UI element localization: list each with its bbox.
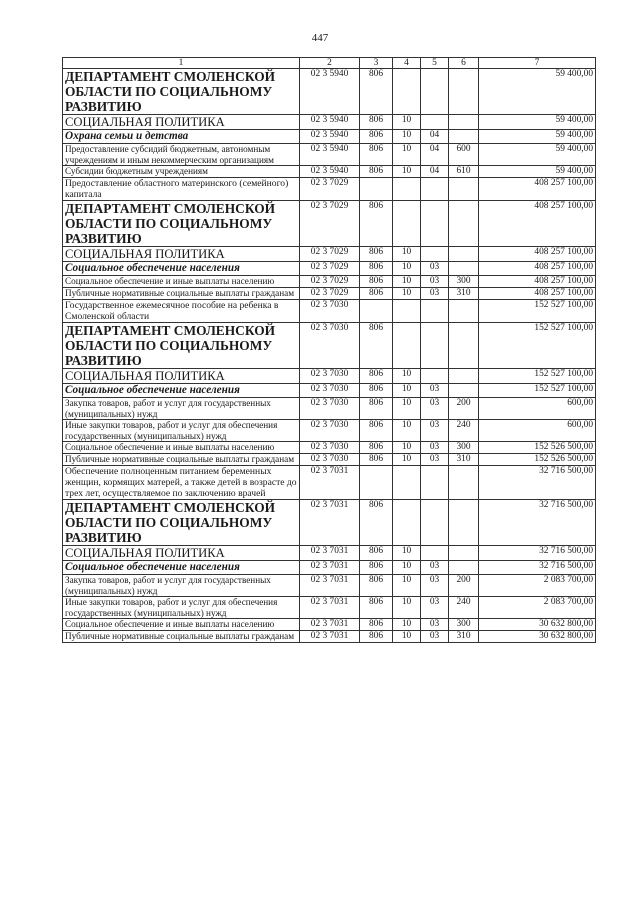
table-row (63, 619, 596, 631)
table-row (63, 454, 596, 466)
row-col-4: 10 (393, 247, 421, 262)
header-row (63, 58, 596, 69)
row-col-5: 03 (421, 631, 449, 643)
row-col-3: 806 (360, 369, 393, 384)
row-col-5 (421, 115, 449, 130)
row-col-4: 10 (393, 420, 421, 442)
row-col-3: 806 (360, 262, 393, 276)
row-col-6 (449, 323, 479, 369)
row-sum: 408 257 100,00 (479, 288, 596, 300)
row-col-3: 806 (360, 597, 393, 619)
row-col-6 (449, 247, 479, 262)
row-col-6 (449, 384, 479, 398)
table-row (63, 500, 596, 546)
row-code: 02 3 5940 (300, 69, 360, 115)
row-code: 02 3 7030 (300, 454, 360, 466)
row-col-5: 03 (421, 420, 449, 442)
row-code: 02 3 7030 (300, 442, 360, 454)
row-sum: 59 400,00 (479, 144, 596, 166)
row-name: Предоставление субсидий бюджетным, автономным учреждениям и иным некоммерческим организациям (63, 144, 300, 166)
row-col-4: 10 (393, 130, 421, 144)
row-code: 02 3 7029 (300, 201, 360, 247)
row-code: 02 3 7031 (300, 466, 360, 500)
row-col-4 (393, 69, 421, 115)
row-code: 02 3 7029 (300, 178, 360, 201)
row-col-3: 806 (360, 201, 393, 247)
row-col-3 (360, 466, 393, 500)
row-code: 02 3 7031 (300, 619, 360, 631)
row-col-6: 310 (449, 454, 479, 466)
table-row (63, 166, 596, 178)
row-col-6 (449, 69, 479, 115)
row-code: 02 3 7031 (300, 546, 360, 561)
row-sum: 408 257 100,00 (479, 262, 596, 276)
row-sum: 152 527 100,00 (479, 369, 596, 384)
row-col-3: 806 (360, 69, 393, 115)
row-col-4: 10 (393, 166, 421, 178)
row-col-3: 806 (360, 561, 393, 575)
table-row (63, 398, 596, 420)
row-col-6 (449, 178, 479, 201)
row-sum: 59 400,00 (479, 69, 596, 115)
header-col-7: 7 (479, 58, 596, 69)
row-col-5 (421, 247, 449, 262)
row-name: Социальное обеспечение и иные выплаты населению (63, 442, 300, 454)
row-col-5 (421, 546, 449, 561)
row-col-5: 03 (421, 575, 449, 597)
table-row (63, 420, 596, 442)
row-col-6 (449, 561, 479, 575)
row-col-5: 03 (421, 561, 449, 575)
table-row (63, 130, 596, 144)
row-col-4 (393, 300, 421, 323)
row-col-6 (449, 262, 479, 276)
row-col-4 (393, 178, 421, 201)
row-col-4: 10 (393, 144, 421, 166)
row-col-5 (421, 201, 449, 247)
row-col-3: 806 (360, 288, 393, 300)
row-col-4: 10 (393, 631, 421, 643)
table-row (63, 69, 596, 115)
table-row (63, 575, 596, 597)
row-code: 02 3 7029 (300, 262, 360, 276)
row-col-3: 806 (360, 276, 393, 288)
row-sum: 32 716 500,00 (479, 466, 596, 500)
row-code: 02 3 7031 (300, 500, 360, 546)
row-name: ДЕПАРТАМЕНТ СМОЛЕНСКОЙ ОБЛАСТИ ПО СОЦИАЛЬНОМУ РАЗВИТИЮ (63, 69, 300, 115)
row-col-6 (449, 466, 479, 500)
row-col-3: 806 (360, 631, 393, 643)
row-code: 02 3 7029 (300, 288, 360, 300)
row-col-6 (449, 130, 479, 144)
row-col-4 (393, 466, 421, 500)
row-code: 02 3 7030 (300, 369, 360, 384)
row-col-5 (421, 500, 449, 546)
row-col-3: 806 (360, 420, 393, 442)
row-sum: 408 257 100,00 (479, 247, 596, 262)
row-col-3 (360, 178, 393, 201)
row-col-4: 10 (393, 597, 421, 619)
row-sum: 30 632 800,00 (479, 619, 596, 631)
row-sum: 30 632 800,00 (479, 631, 596, 643)
row-name: СОЦИАЛЬНАЯ ПОЛИТИКА (63, 247, 300, 262)
row-name: Социальное обеспечение населения (63, 561, 300, 575)
row-col-3: 806 (360, 500, 393, 546)
row-name: Иные закупки товаров, работ и услуг для обеспечения государственных (муниципальных) нужд (63, 597, 300, 619)
row-col-6: 200 (449, 398, 479, 420)
row-code: 02 3 5940 (300, 144, 360, 166)
row-sum: 59 400,00 (479, 115, 596, 130)
row-col-6 (449, 546, 479, 561)
row-col-4: 10 (393, 384, 421, 398)
row-sum: 59 400,00 (479, 130, 596, 144)
row-name: Социальное обеспечение населения (63, 384, 300, 398)
row-sum: 32 716 500,00 (479, 561, 596, 575)
row-code: 02 3 7031 (300, 631, 360, 643)
row-col-4: 10 (393, 276, 421, 288)
row-col-4 (393, 500, 421, 546)
row-name: Социальное обеспечение и иные выплаты населению (63, 276, 300, 288)
row-name: Иные закупки товаров, работ и услуг для обеспечения государственных (муниципальных) нужд (63, 420, 300, 442)
header-col-6: 6 (449, 58, 479, 69)
row-col-6: 240 (449, 420, 479, 442)
row-name: Социальное обеспечение и иные выплаты населению (63, 619, 300, 631)
row-code: 02 3 7029 (300, 276, 360, 288)
row-col-4: 10 (393, 288, 421, 300)
row-col-4: 10 (393, 575, 421, 597)
row-col-5: 03 (421, 276, 449, 288)
row-name: СОЦИАЛЬНАЯ ПОЛИТИКА (63, 546, 300, 561)
row-name: Публичные нормативные социальные выплаты гражданам (63, 454, 300, 466)
header-col-1: 1 (63, 58, 300, 69)
row-code: 02 3 7031 (300, 597, 360, 619)
row-col-4 (393, 323, 421, 369)
header-col-2: 2 (300, 58, 360, 69)
row-name: Закупка товаров, работ и услуг для государственных (муниципальных) нужд (63, 575, 300, 597)
row-col-5: 04 (421, 144, 449, 166)
row-col-5: 03 (421, 454, 449, 466)
row-col-3: 806 (360, 398, 393, 420)
table-row (63, 288, 596, 300)
row-col-6: 200 (449, 575, 479, 597)
row-name: СОЦИАЛЬНАЯ ПОЛИТИКА (63, 369, 300, 384)
row-col-6: 300 (449, 442, 479, 454)
row-name: Предоставление областного материнского (семейного) капитала (63, 178, 300, 201)
row-col-3: 806 (360, 454, 393, 466)
row-sum: 600,00 (479, 420, 596, 442)
row-name: Публичные нормативные социальные выплаты гражданам (63, 631, 300, 643)
row-code: 02 3 5940 (300, 115, 360, 130)
row-code: 02 3 7030 (300, 384, 360, 398)
row-col-5: 04 (421, 166, 449, 178)
table-row (63, 262, 596, 276)
row-col-5: 03 (421, 398, 449, 420)
row-col-5 (421, 466, 449, 500)
row-col-5: 04 (421, 130, 449, 144)
row-name: ДЕПАРТАМЕНТ СМОЛЕНСКОЙ ОБЛАСТИ ПО СОЦИАЛЬНОМУ РАЗВИТИЮ (63, 323, 300, 369)
row-col-3: 806 (360, 619, 393, 631)
row-sum: 59 400,00 (479, 166, 596, 178)
row-name: Социальное обеспечение населения (63, 262, 300, 276)
row-col-3: 806 (360, 130, 393, 144)
table-row (63, 144, 596, 166)
table-row (63, 561, 596, 575)
row-name: Охрана семьи и детства (63, 130, 300, 144)
row-name: Субсидии бюджетным учреждениям (63, 166, 300, 178)
row-col-5 (421, 323, 449, 369)
row-sum: 152 527 100,00 (479, 300, 596, 323)
row-col-4: 10 (393, 561, 421, 575)
row-sum: 32 716 500,00 (479, 546, 596, 561)
page-number: 447 (311, 32, 329, 44)
row-name: Закупка товаров, работ и услуг для государственных (муниципальных) нужд (63, 398, 300, 420)
row-col-3: 806 (360, 247, 393, 262)
table-row (63, 115, 596, 130)
row-col-4: 10 (393, 546, 421, 561)
row-sum: 32 716 500,00 (479, 500, 596, 546)
row-name: ДЕПАРТАМЕНТ СМОЛЕНСКОЙ ОБЛАСТИ ПО СОЦИАЛЬНОМУ РАЗВИТИЮ (63, 500, 300, 546)
row-col-4: 10 (393, 398, 421, 420)
row-col-6 (449, 300, 479, 323)
table-row (63, 384, 596, 398)
row-code: 02 3 5940 (300, 130, 360, 144)
row-col-4: 10 (393, 619, 421, 631)
table-row (63, 466, 596, 500)
table-row (63, 442, 596, 454)
row-col-4: 10 (393, 115, 421, 130)
row-code: 02 3 7029 (300, 247, 360, 262)
row-col-6 (449, 369, 479, 384)
row-col-6: 300 (449, 619, 479, 631)
row-sum: 408 257 100,00 (479, 201, 596, 247)
row-col-3: 806 (360, 144, 393, 166)
row-col-4: 10 (393, 262, 421, 276)
row-col-4: 10 (393, 442, 421, 454)
row-code: 02 3 7031 (300, 561, 360, 575)
row-col-4 (393, 201, 421, 247)
table-row (63, 201, 596, 247)
header-col-4: 4 (393, 58, 421, 69)
row-col-3 (360, 300, 393, 323)
row-col-5: 03 (421, 288, 449, 300)
table-row (63, 631, 596, 643)
table-row (63, 247, 596, 262)
row-sum: 2 083 700,00 (479, 575, 596, 597)
row-col-5 (421, 69, 449, 115)
row-col-3: 806 (360, 323, 393, 369)
row-col-3: 806 (360, 546, 393, 561)
row-code: 02 3 7030 (300, 398, 360, 420)
row-code: 02 3 5940 (300, 166, 360, 178)
row-name: Обеспечение полноценным питанием беременных женщин, кормящих матерей, а также детей в возрасте до трех лет, осуществляемое по заключению врачей (63, 466, 300, 500)
row-name: Государственное ежемесячное пособие на ребенка в Смоленской области (63, 300, 300, 323)
row-col-3: 806 (360, 442, 393, 454)
row-col-5: 03 (421, 262, 449, 276)
row-col-5: 03 (421, 619, 449, 631)
row-code: 02 3 7030 (300, 420, 360, 442)
row-code: 02 3 7031 (300, 575, 360, 597)
row-col-6: 310 (449, 631, 479, 643)
row-name: ДЕПАРТАМЕНТ СМОЛЕНСКОЙ ОБЛАСТИ ПО СОЦИАЛЬНОМУ РАЗВИТИЮ (63, 201, 300, 247)
row-col-5 (421, 369, 449, 384)
table-row (63, 300, 596, 323)
row-sum: 600,00 (479, 398, 596, 420)
row-col-6: 240 (449, 597, 479, 619)
table-row (63, 178, 596, 201)
row-code: 02 3 7030 (300, 300, 360, 323)
row-sum: 152 527 100,00 (479, 384, 596, 398)
row-col-6 (449, 115, 479, 130)
row-col-3: 806 (360, 115, 393, 130)
row-sum: 152 526 500,00 (479, 454, 596, 466)
row-col-6: 300 (449, 276, 479, 288)
row-col-5: 03 (421, 597, 449, 619)
row-sum: 408 257 100,00 (479, 178, 596, 201)
table-row (63, 323, 596, 369)
row-sum: 2 083 700,00 (479, 597, 596, 619)
row-name: Публичные нормативные социальные выплаты гражданам (63, 288, 300, 300)
table-row (63, 546, 596, 561)
row-col-6: 610 (449, 166, 479, 178)
row-col-3: 806 (360, 384, 393, 398)
row-col-5 (421, 178, 449, 201)
row-sum: 152 527 100,00 (479, 323, 596, 369)
table-row (63, 276, 596, 288)
row-name: СОЦИАЛЬНАЯ ПОЛИТИКА (63, 115, 300, 130)
row-col-3: 806 (360, 166, 393, 178)
row-sum: 152 526 500,00 (479, 442, 596, 454)
table-row (63, 597, 596, 619)
row-col-6: 310 (449, 288, 479, 300)
row-col-6 (449, 201, 479, 247)
row-sum: 408 257 100,00 (479, 276, 596, 288)
table-row (63, 369, 596, 384)
row-code: 02 3 7030 (300, 323, 360, 369)
header-col-3: 3 (360, 58, 393, 69)
row-col-4: 10 (393, 369, 421, 384)
row-col-5: 03 (421, 442, 449, 454)
row-col-5 (421, 300, 449, 323)
table-body (63, 69, 596, 643)
budget-table (62, 57, 596, 643)
header-col-5: 5 (421, 58, 449, 69)
row-col-6: 600 (449, 144, 479, 166)
row-col-4: 10 (393, 454, 421, 466)
row-col-3: 806 (360, 575, 393, 597)
row-col-5: 03 (421, 384, 449, 398)
row-col-6 (449, 500, 479, 546)
